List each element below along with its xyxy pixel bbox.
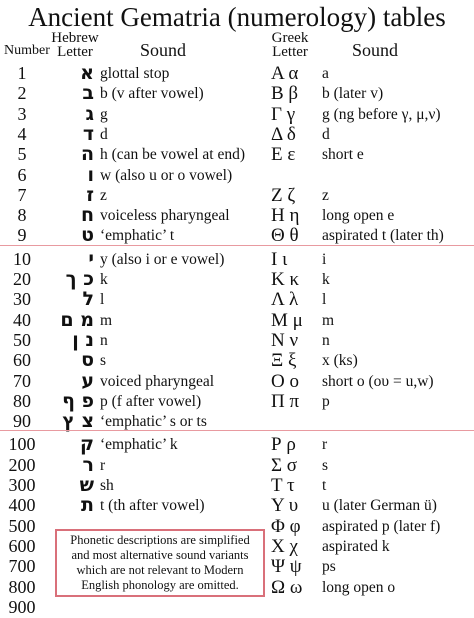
hebrew-letter-cell: ז — [86, 183, 94, 206]
greek-sound-cell: u (later German ü) — [322, 497, 437, 515]
number-cell: 700 — [8, 556, 36, 577]
hebrew-sound-cell: sh — [100, 477, 114, 494]
hebrew-sound-cell: d — [100, 125, 108, 143]
footnote-box: Phonetic descriptions are simplified and most alternative sound variants which are not relevant to Modern English phonology are omitted. — [55, 529, 265, 597]
table-row — [0, 350, 474, 371]
hebrew-letter-cell: ג — [85, 102, 94, 125]
greek-sound-cell: short o (ου = u,w) — [322, 372, 434, 390]
greek-letter-cell: Α α — [271, 63, 299, 84]
greek-sound-cell: long open e — [322, 207, 395, 225]
hebrew-sound-cell: voiced pharyngeal — [100, 372, 215, 390]
greek-sound-cell: r — [322, 436, 328, 454]
table-row — [0, 124, 474, 145]
hebrew-letter-cell: א — [80, 62, 94, 84]
greek-letter-cell: Ψ ψ — [271, 556, 302, 578]
greek-sound-cell: g (ng before γ, μ,ν) — [322, 105, 441, 123]
hebrew-letter-cell: ש — [79, 474, 94, 496]
hebrew-sound-cell: ‘emphatic’ k — [100, 436, 178, 454]
hebrew-letter-cell: ר — [82, 453, 94, 476]
hebrew-letter-cell: ס — [81, 349, 94, 372]
header-hebrew-sound: Sound — [139, 40, 186, 60]
header-greek-sound: Sound — [351, 40, 398, 60]
hebrew-sound-cell: r — [100, 456, 106, 474]
number-cell: 40 — [13, 309, 31, 330]
hebrew-sound-cell: p (f after vowel) — [100, 392, 202, 410]
hebrew-letter-cell: ף פ — [62, 389, 94, 412]
greek-letter-cell: Ι ι — [271, 248, 288, 270]
divider-hundreds — [0, 430, 474, 431]
number-cell: 20 — [13, 269, 31, 289]
hebrew-letter-cell: ב — [82, 82, 94, 105]
table-row — [0, 144, 474, 165]
greek-letter-cell: Σ σ — [271, 454, 298, 476]
hebrew-letter-cell: ן נ — [72, 328, 94, 351]
number-cell: 30 — [13, 289, 31, 310]
hebrew-sound-cell: voiceless pharyngeal — [100, 207, 230, 225]
divider-tens — [0, 245, 474, 246]
hebrew-letter-cell: ו — [87, 163, 94, 186]
greek-letter-cell: Μ μ — [271, 309, 303, 331]
number-cell: 900 — [8, 596, 36, 617]
greek-sound-cell: ps — [322, 558, 336, 576]
table-row — [0, 391, 474, 412]
greek-sound-cell: p — [322, 392, 330, 410]
hebrew-sound-cell: n — [100, 331, 108, 349]
hebrew-letter-cell: ך כ — [65, 268, 94, 290]
table-row — [0, 249, 474, 270]
greek-letter-cell: Χ χ — [271, 535, 298, 557]
greek-sound-cell: aspirated k — [322, 537, 390, 555]
table-row — [0, 475, 474, 496]
greek-sound-cell: m — [322, 311, 335, 329]
greek-letter-cell: Ε ε — [271, 144, 296, 166]
greek-letter-cell: Ξ ξ — [271, 350, 297, 372]
number-cell: 80 — [13, 390, 31, 411]
number-cell: 6 — [17, 164, 27, 185]
table-row — [0, 434, 474, 455]
table-row — [0, 225, 474, 246]
number-cell: 3 — [17, 103, 27, 124]
number-cell: 90 — [13, 411, 31, 432]
number-cell: 100 — [8, 434, 36, 455]
header-greek-letter: Greek Letter — [271, 30, 309, 60]
hebrew-sound-cell: l — [100, 291, 105, 309]
hebrew-sound-cell: glottal stop — [100, 65, 170, 82]
hebrew-sound-cell: b (v after vowel) — [100, 85, 204, 103]
greek-sound-cell: a — [322, 65, 329, 82]
hebrew-sound-cell: z — [100, 186, 107, 204]
hebrew-letter-cell: ע — [81, 369, 94, 392]
table-row — [0, 165, 474, 186]
table-row — [0, 330, 474, 351]
greek-sound-cell: t — [322, 477, 327, 494]
hebrew-sound-cell: k — [100, 271, 108, 288]
hebrew-sound-cell: s — [100, 352, 107, 370]
greek-sound-cell: n — [322, 331, 330, 349]
hebrew-sound-cell: t (th after vowel) — [100, 497, 205, 515]
number-cell: 1 — [17, 63, 27, 83]
greek-letter-cell: Γ γ — [271, 103, 296, 125]
greek-letter-cell: Β β — [271, 83, 299, 105]
hebrew-sound-cell: h (can be vowel at end) — [100, 146, 246, 164]
greek-letter-cell: Ν ν — [271, 329, 299, 351]
greek-letter-cell: Κ κ — [271, 269, 300, 290]
greek-letter-cell: Δ δ — [271, 123, 296, 145]
hebrew-letter-cell: ת — [81, 494, 94, 517]
hebrew-sound-cell: w (also u or o vowel) — [100, 166, 233, 184]
hebrew-sound-cell: g — [100, 105, 108, 123]
table-row — [0, 411, 474, 432]
greek-letter-cell: Η η — [271, 205, 300, 227]
number-cell: 200 — [8, 454, 36, 475]
greek-sound-cell: l — [322, 291, 327, 309]
hebrew-letter-cell: ל — [82, 288, 94, 311]
number-cell: 9 — [17, 225, 27, 246]
greek-letter-cell: Θ θ — [271, 225, 299, 247]
table-row — [0, 185, 474, 206]
greek-sound-cell: s — [322, 456, 329, 474]
number-cell: 5 — [17, 144, 27, 165]
hebrew-letter-cell: ה — [80, 143, 94, 166]
greek-sound-cell: x (ks) — [322, 352, 358, 370]
number-cell: 400 — [8, 495, 36, 516]
greek-letter-cell: Υ υ — [271, 495, 299, 517]
number-cell: 2 — [17, 83, 27, 104]
number-cell: 50 — [13, 329, 31, 350]
hebrew-sound-cell: y (also i or e vowel) — [100, 250, 225, 268]
table-row — [0, 83, 474, 104]
hebrew-letter-cell: י — [88, 247, 94, 270]
hebrew-sound-cell: ‘emphatic’ s or ts — [100, 413, 207, 431]
greek-sound-cell: b (later v) — [322, 85, 384, 103]
greek-sound-cell: i — [322, 250, 327, 268]
number-cell: 7 — [17, 184, 27, 205]
number-cell: 600 — [8, 535, 36, 556]
greek-sound-cell: long open o — [322, 578, 396, 596]
number-cell: 4 — [17, 123, 27, 144]
greek-letter-cell: Π π — [271, 390, 300, 412]
greek-letter-cell: Ζ ζ — [271, 184, 296, 206]
table-row — [0, 310, 474, 331]
hebrew-letter-cell: ק — [80, 433, 94, 456]
number-cell: 800 — [8, 576, 36, 597]
header-number: Number — [4, 43, 50, 58]
hebrew-letter-cell: ט — [81, 224, 94, 247]
table-row — [0, 104, 474, 125]
number-cell: 10 — [13, 248, 31, 269]
number-cell: 300 — [8, 475, 36, 495]
table-row — [0, 371, 474, 392]
table-row — [0, 269, 474, 290]
hebrew-letter-cell: ם מ — [60, 308, 94, 331]
greek-letter-cell: Ο ο — [271, 370, 299, 392]
greek-letter-cell: Τ τ — [271, 475, 295, 496]
greek-letter-cell: Λ λ — [271, 289, 299, 311]
header-hebrew-letter: Hebrew Letter — [51, 30, 99, 60]
hebrew-sound-cell: ‘emphatic’ t — [100, 227, 175, 245]
greek-sound-cell: d — [322, 125, 330, 143]
hebrew-letter-cell: ד — [82, 122, 94, 145]
number-cell: 500 — [8, 515, 36, 536]
hebrew-sound-cell: m — [100, 311, 113, 329]
greek-sound-cell: z — [322, 186, 329, 204]
table-row — [0, 63, 474, 84]
greek-letter-cell: Ρ ρ — [271, 434, 296, 456]
table-row — [0, 495, 474, 516]
greek-sound-cell: aspirated p (later f) — [322, 517, 441, 535]
greek-sound-cell: k — [322, 271, 330, 288]
number-cell: 8 — [17, 205, 27, 226]
table-row — [0, 455, 474, 476]
greek-letter-cell: Ω ω — [271, 576, 303, 598]
number-cell: 70 — [13, 370, 31, 391]
hebrew-letter-cell: ח — [80, 204, 94, 227]
table-row — [0, 289, 474, 310]
table-row — [0, 597, 474, 618]
hebrew-letter-cell: ץ צ — [62, 410, 94, 433]
number-cell: 60 — [13, 350, 31, 371]
greek-sound-cell: short e — [322, 146, 364, 164]
greek-letter-cell: Φ φ — [271, 515, 301, 537]
page-title: Ancient Gematria (numerology) tables — [28, 2, 446, 32]
greek-sound-cell: aspirated t (later th) — [322, 227, 444, 245]
table-row — [0, 205, 474, 226]
